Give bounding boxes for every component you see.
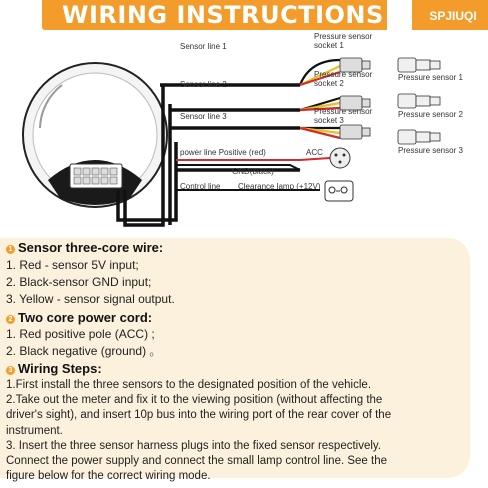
section-2-title: Two core power cord: <box>18 310 153 325</box>
brand-label: SPJIUQI <box>429 9 477 23</box>
section-3-line: instrument. <box>6 424 63 437</box>
section-1-item: 1. Red - sensor 5V input; <box>6 258 139 272</box>
connector-port <box>70 164 122 188</box>
section-3-number-icon: 3 <box>6 366 15 375</box>
control-line-label: Control line <box>180 182 221 191</box>
wiring-diagram <box>0 30 488 240</box>
section-3-line: driver's sight), and insert 10p bus into the wiring port of the rear cover of the <box>6 409 392 422</box>
header <box>0 0 488 32</box>
section-3-line: 1.First install the three sensors to the designated position of the vehicle. <box>6 379 372 391</box>
acc-switch <box>330 148 350 168</box>
pressure-sensor-3-label: Pressure sensor 3 <box>398 146 463 155</box>
pressure-sensor-2-label: Pressure sensor 2 <box>398 110 463 119</box>
sensor-3-wires <box>300 128 340 138</box>
section-3-heading <box>6 361 102 376</box>
gnd-label: GND(black) <box>232 167 274 176</box>
section-3-line: 3. Insert the three sensor harness plugs into the fixed sensor respectively. <box>6 439 382 452</box>
acc-label: ACC <box>306 148 323 157</box>
pressure-sensor-2 <box>398 94 440 108</box>
socket-2-label-line1: Pressure sensor <box>314 70 373 79</box>
sensor-line-1-label: Sensor line 1 <box>180 42 227 51</box>
section-1-item: 2. Black-sensor GND input; <box>6 275 152 289</box>
socket-3-label-line1: Pressure sensor <box>314 107 373 116</box>
section-2-item: 2. Black negative (ground) 。 <box>6 344 162 358</box>
page-title: WIRING INSTRUCTIONS <box>62 1 384 29</box>
section-3-line: figure below for the correct wiring mode. <box>6 470 211 483</box>
pressure-sensor-3 <box>398 130 440 144</box>
section-3-line: 2.Take out the meter and fix it to the viewing position (without affecting the <box>6 394 383 407</box>
socket-1-label-line2: socket 1 <box>314 41 344 50</box>
power-line-label: power line Positive (red) <box>180 148 266 157</box>
sensor-line-3-label: Sensor line 3 <box>180 112 227 121</box>
sensor-line-2-label: Sensor line 2 <box>180 80 227 89</box>
pressure-sensor-1-label: Pressure sensor 1 <box>398 73 463 82</box>
section-1-title: Sensor three-core wire: <box>18 240 164 255</box>
section-1-item: 3. Yellow - sensor signal output. <box>6 292 175 306</box>
section-2-heading <box>6 310 152 325</box>
socket-1-label-line1: Pressure sensor <box>314 32 373 41</box>
section-2-number-icon: 2 <box>6 315 15 324</box>
clearance-lamp-label: Clearance lamp (+12V) <box>238 182 321 191</box>
socket-3-label-line2: socket 3 <box>314 116 344 125</box>
section-1-heading <box>6 240 163 255</box>
pressure-sensor-1 <box>398 58 440 72</box>
wiring-drawing <box>0 30 488 240</box>
socket-2-label-line2: socket 2 <box>314 79 344 88</box>
lamp-icon <box>325 181 353 201</box>
section-3-line: Connect the power supply and connect the small lamp control line. See the <box>6 455 387 467</box>
socket-3 <box>340 125 370 139</box>
section-1-number-icon: 1 <box>6 245 15 254</box>
section-2-item: 1. Red positive pole (ACC) ; <box>6 327 155 341</box>
instructions-panel <box>0 238 470 483</box>
section-3-title: Wiring Steps: <box>18 361 102 376</box>
